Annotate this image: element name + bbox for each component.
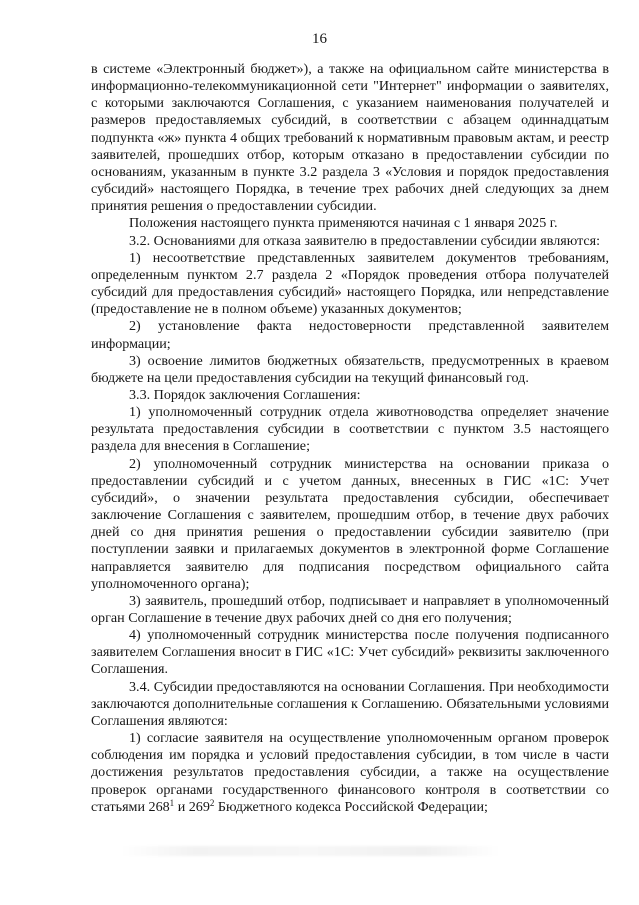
list-item-agreement-3: 3) заявитель, прошедший отбор, подписывает и направляет в уполномоченный орган Соглашение в течение двух рабочих дней со дня его получения; (91, 592, 609, 626)
list-item-conditions-1 (91, 730, 609, 816)
paragraph-publication-info: в системе «Электронный бюджет»), а также на официальном сайте министерства в информационно-телекоммуникационной сети "Интернет" информации о заявителях, с которыми заключаются Соглашения, с указанием наименования получателей и размеров предоставляемых субсидий, в соответствии с абзацем одиннадцатым подпункта «ж» пункта 4 общих требований к нормативным правовым актам, и реестр заявителей, прошедших отбор, которым отказано в предоставлении субсидии по основаниям, указанным в пункте 3.2 раздела 3 «Условия и порядок предоставления субсидий» настоящего Порядка, в течение трех рабочих дней следующих за днем принятия решения о предоставлении субсидии. (91, 61, 609, 215)
paragraph-3-2-heading: 3.2. Основаниями для отказа заявителю в предоставлении субсидии являются: (129, 232, 601, 249)
paragraph-effective-date: Положения настоящего пункта применяются начиная с 1 января 2025 г. (129, 215, 558, 232)
paragraph-3-4-heading: 3.4. Субсидии предоставляются на основании Соглашения. При необходимости заключаются дополнительные соглашения к Соглашению. Обязательными условиями Соглашения являются: (91, 678, 609, 729)
text-fragment: Бюджетного кодекса Российской Федерации; (214, 798, 488, 815)
page-number: 16 (312, 31, 327, 47)
list-item-refusal-1: 1) несоответствие представленных заявителем документов требованиям, определенным пунктом 2.7 раздела 2 «Порядок проведения отбора получателей субсидий для предоставления субсидий» настоящего Порядка, или непредставление (предоставление не в полном объеме) указанных документов; (91, 249, 609, 318)
superscript: 1 (169, 797, 175, 808)
list-item-refusal-3: 3) освоение лимитов бюджетных обязательств, предусмотренных в краевом бюджете на цели предоставления субсидии на текущий финансовый год. (91, 352, 609, 386)
list-item-refusal-2: 2) установление факта недостоверности представленной заявителем информации; (91, 318, 609, 352)
superscript: 2 (209, 797, 215, 808)
text-fragment: 1) согласие заявителя на осуществление уполномоченным органом проверок соблюдения им порядка и условий предоставления субсидии, в том числе в части достижения результатов предоставления субсидии, а также на осуществление проверок органами государственного финансового контроля в соответствии со статьями 268 (91, 730, 609, 815)
scan-artifact (120, 846, 500, 856)
text-fragment: и 269 (174, 798, 210, 815)
document-body (91, 61, 609, 816)
list-item-agreement-4: 4) уполномоченный сотрудник министерства после получения подписанного заявителем Соглашения вносит в ГИС «1С: Учет субсидий» реквизиты заключенного Соглашения. (91, 627, 609, 678)
list-item-agreement-2: 2) уполномоченный сотрудник министерства на основании приказа о предоставлении субсидий и с учетом данных, внесенных в ГИС «1С: Учет субсидий», о значении результата предоставления субсидии, обеспечивает заключение Соглашения с заявителем, прошедшим отбор, в течение двух рабочих дней со дня принятия решения о предоставлении субсидии заявителю (при поступлении заявки и прилагаемых документов в электронной форме Соглашение направляется заявителю для подписания посредством официального сайта уполномоченного органа); (91, 455, 609, 592)
list-item-agreement-1: 1) уполномоченный сотрудник отдела животноводства определяет значение результата предоставления субсидии в соответствии с пунктом 3.5 настоящего раздела для внесения в Соглашение; (91, 404, 609, 455)
paragraph-3-3-heading: 3.3. Порядок заключения Соглашения: (129, 386, 361, 403)
